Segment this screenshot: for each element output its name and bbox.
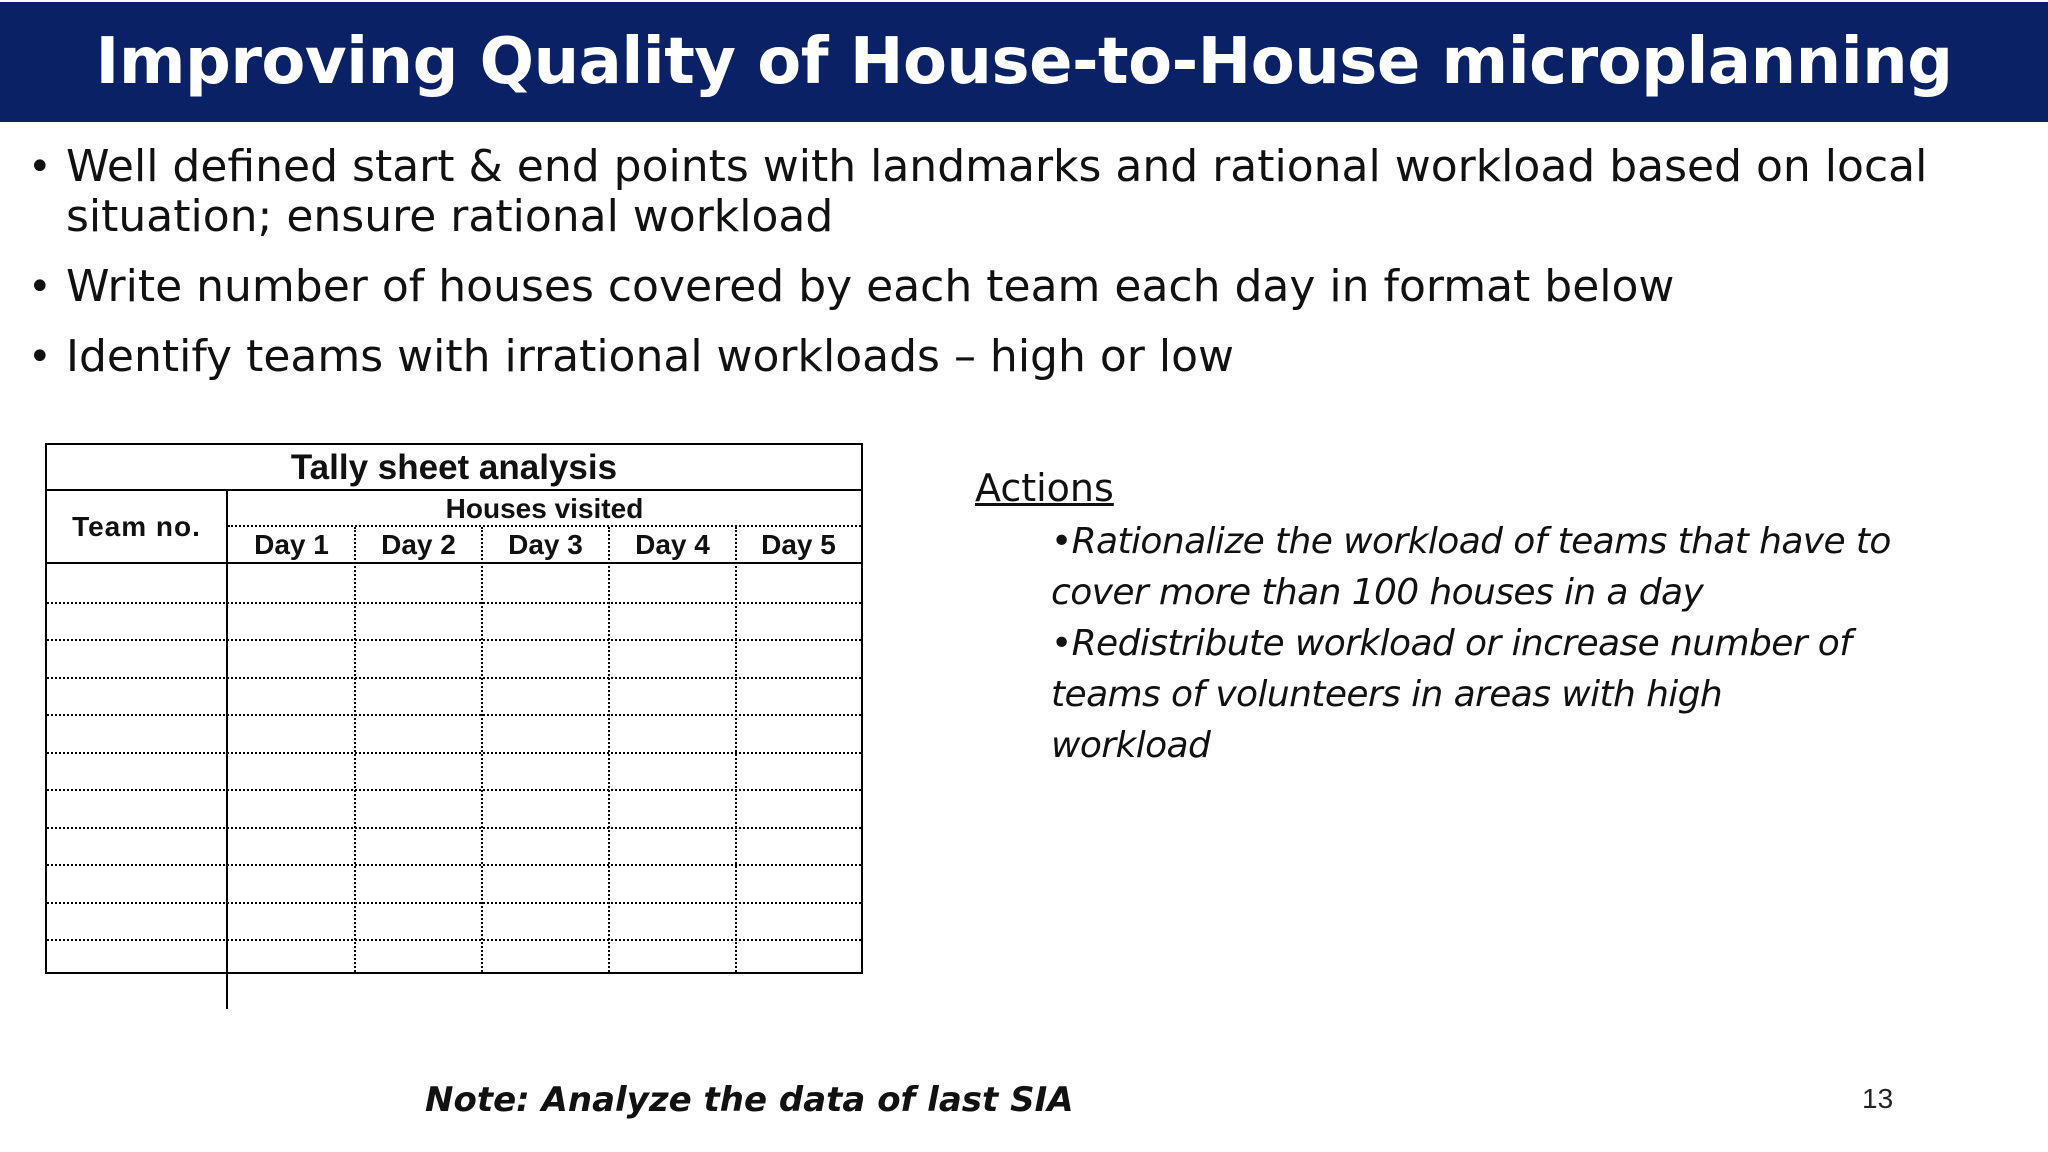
- header-divider: [47, 562, 861, 564]
- table-row-divider: [47, 714, 861, 716]
- bullet-text: Well defined start & end points with landmarks and rational workload based on local situation; ensure rational workload: [66, 141, 1928, 242]
- title-bar: [0, 2, 2048, 122]
- day-3-header: Day 3: [508, 529, 583, 560]
- actions-heading: Actions: [975, 466, 1114, 510]
- table-row-divider: [47, 939, 861, 941]
- bullet-icon: •: [28, 144, 52, 190]
- day-1-header: Day 1: [254, 529, 329, 560]
- column-divider: [735, 527, 737, 972]
- table-row-divider: [47, 827, 861, 829]
- footer-note: Note: Analyze the data of last SIA: [425, 1080, 1074, 1120]
- tally-sheet-title: Tally sheet analysis: [47, 445, 861, 491]
- bullet-list: [28, 142, 2008, 402]
- bullet-icon: •: [28, 264, 52, 310]
- bullet-item: [28, 332, 2008, 382]
- table-row-divider: [47, 902, 861, 904]
- table-row-divider: [47, 602, 861, 604]
- team-no-header: Team no.: [72, 511, 201, 542]
- column-divider: [481, 527, 483, 972]
- bullet-icon: •: [28, 334, 52, 380]
- page-number: 13: [1862, 1083, 1894, 1114]
- table-row-divider: [47, 639, 861, 641]
- bullet-item: [28, 142, 2008, 242]
- column-divider: [608, 527, 610, 972]
- table-row-divider: [47, 864, 861, 866]
- team-column: [47, 491, 228, 1009]
- action-item: •Redistribute workload or increase number of teams of volunteers in areas with high workload: [1051, 623, 1852, 766]
- bullet-text: Identify teams with irrational workloads – high or low: [66, 331, 1234, 382]
- day-5-header: Day 5: [761, 529, 836, 560]
- tally-sheet-table: [45, 443, 863, 974]
- table-row-divider: [47, 752, 861, 754]
- action-item: •Rationalize the workload of teams that have to cover more than 100 houses in a day: [1051, 521, 1891, 613]
- bullet-text: Write number of houses covered by each team each day in format below: [66, 261, 1675, 312]
- day-4-header: Day 4: [635, 529, 710, 560]
- actions-list: [1051, 516, 1891, 771]
- bullet-item: [28, 262, 2008, 312]
- houses-visited-header: Houses visited: [228, 491, 861, 527]
- table-row-divider: [47, 677, 861, 679]
- column-divider: [354, 527, 356, 972]
- day-2-header: Day 2: [381, 529, 456, 560]
- table-row-divider: [47, 789, 861, 791]
- slide-title: Improving Quality of House-to-House microplanning: [95, 25, 1953, 99]
